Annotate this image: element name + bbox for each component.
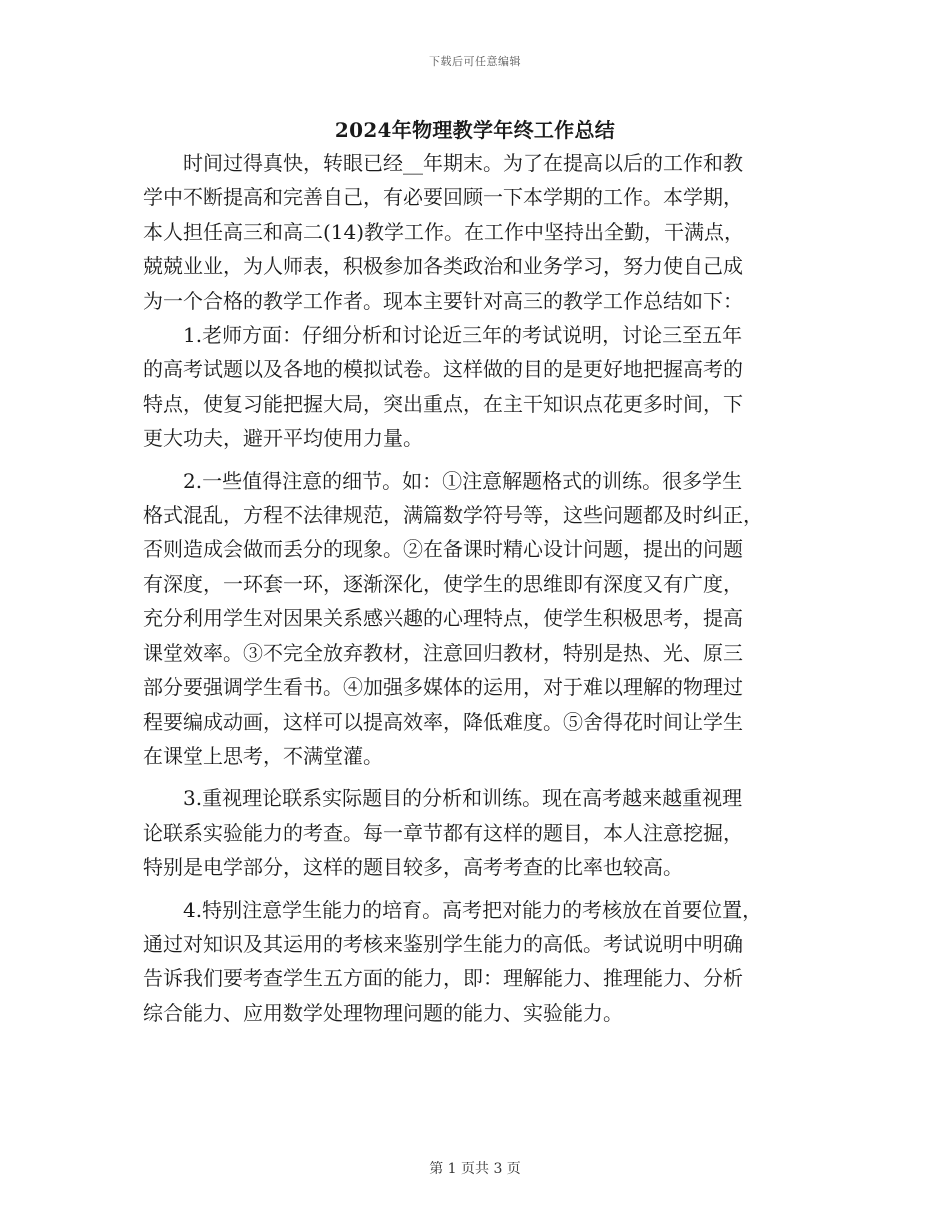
paragraph-line: 1.老师方面：仔细分析和讨论近三年的考试说明，讨论三至五年 (183, 323, 743, 348)
paragraph-item-3 (143, 781, 803, 884)
paragraph-line: 为一个合格的教学工作者。现本主要针对高三的教学工作总结如下： (143, 288, 743, 313)
paragraph-gap (143, 456, 803, 464)
paragraph-gap (143, 773, 803, 781)
paragraph-line: 2.一些值得注意的细节。如：①注意解题格式的训练。很多学生 (183, 468, 743, 493)
paragraph-line: 在课堂上思考，不满堂灌。 (143, 743, 383, 768)
paragraph-line: 通过对知识及其运用的考核来鉴别学生能力的高低。考试说明中明确 (143, 931, 743, 956)
document-title: 2024年物理教学年终工作总结 (334, 118, 616, 142)
paragraph-line: 充分利用学生对因果关系感兴趣的心理特点，使学生积极思考，提高 (143, 606, 743, 631)
paragraph-line: 时间过得真快，转眼已经__年期末。为了在提高以后的工作和教 (183, 151, 743, 175)
paragraph-line: 更大功夫，避开平均使用力量。 (143, 426, 423, 451)
paragraph-item-1 (143, 318, 803, 456)
paragraph-item-2 (143, 464, 803, 774)
paragraph-line: 有深度，一环套一环，逐渐深化，使学生的思维即有深度又有广度， (143, 571, 743, 596)
paragraph-line: 否则造成会做而丢分的现象。②在备课时精心设计问题，提出的问题 (143, 537, 743, 562)
paragraph-line: 4.特别注意学生能力的培育。高考把对能力的考核放在首要位置， (183, 897, 763, 922)
paragraph-line: 综合能力、应用数学处理物理问题的能力、实验能力。 (143, 1000, 623, 1025)
paragraph-line: 特别是电学部分，这样的题目较多，高考考查的比率也较高。 (143, 855, 683, 880)
paragraph-line: 程要编成动画，这样可以提高效率，降低难度。⑤舍得花时间让学生 (143, 709, 743, 734)
paragraph-line: 的高考试题以及各地的模拟试卷。这样做的目的是更好地把握高考的 (143, 357, 743, 382)
paragraph-intro (143, 146, 803, 318)
document-body (143, 146, 803, 1030)
paragraph-gap (143, 885, 803, 893)
paragraph-line: 特点，使复习能把握大局，突出重点，在主干知识点花更多时间，下 (143, 391, 743, 416)
paragraph-line: 告诉我们要考查学生五方面的能力，即：理解能力、推理能力、分析 (143, 966, 743, 991)
paragraph-item-4 (143, 893, 803, 1031)
header-note: 下载后可任意编辑 (429, 55, 521, 68)
paragraph-line: 本人担任高三和高二(14)教学工作。在工作中坚持出全勤，干满点， (143, 219, 745, 244)
paragraph-line: 学中不断提高和完善自己，有必要回顾一下本学期的工作。本学期， (143, 185, 743, 210)
paragraph-line: 课堂效率。③不完全放弃教材，注意回归教材，特别是热、光、原三 (143, 640, 743, 665)
paragraph-line: 兢兢业业，为人师表，积极参加各类政治和业务学习，努力使自己成 (143, 254, 743, 279)
paragraph-line: 格式混乱，方程不法律规范，满篇数学符号等，这些问题都及时纠正， (143, 503, 763, 528)
paragraph-line: 部分要强调学生看书。④加强多媒体的运用，对于难以理解的物理过 (143, 675, 743, 700)
paragraph-line: 3.重视理论联系实际题目的分析和训练。现在高考越来越重视理 (183, 786, 743, 811)
page-number: 第 1 页共 3 页 (429, 1161, 521, 1177)
paragraph-line: 论联系实验能力的考查。每一章节都有这样的题目，本人注意挖掘， (143, 820, 743, 845)
